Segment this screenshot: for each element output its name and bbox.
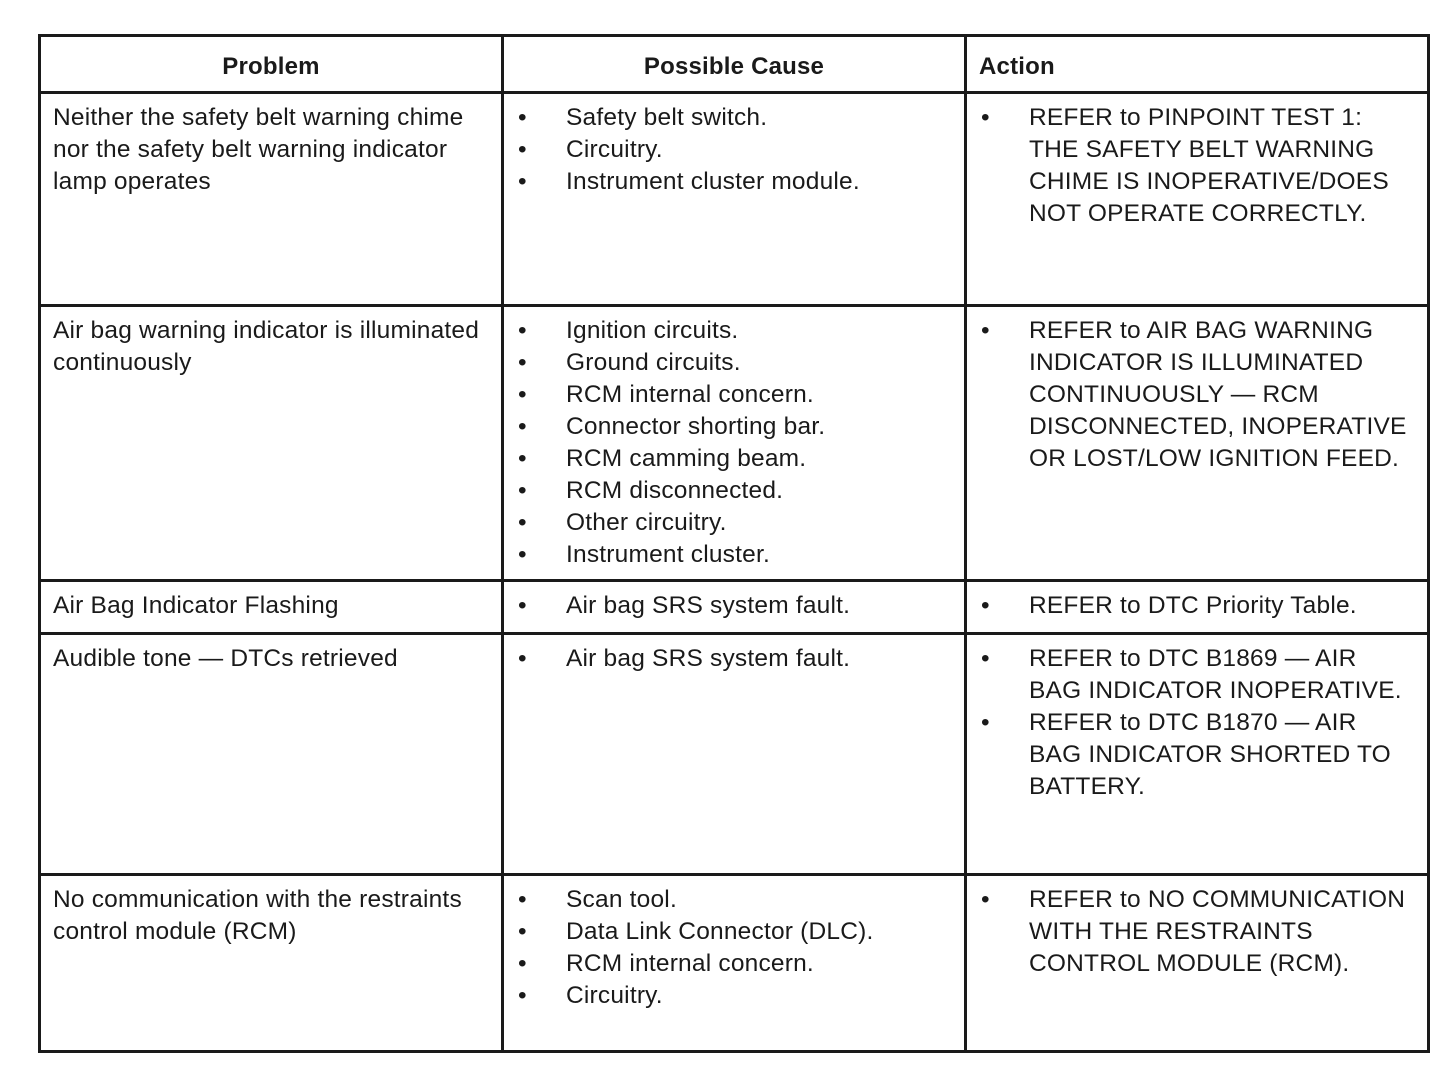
bullet-icon: • (981, 645, 990, 672)
problem-text: Audible tone — DTCs retrieved (53, 645, 398, 672)
bullet-icon: • (981, 104, 990, 131)
table-row (40, 93, 1429, 306)
action-cell (966, 581, 1429, 634)
bullet-icon: • (981, 592, 990, 619)
action-item: • REFER to DTC B1870 — AIR BAG INDICATOR SHORTED TO BATTERY. (981, 709, 1391, 800)
problem-text: Neither the safety belt warning chime nor the safety belt warning indicator lamp operates (53, 104, 464, 195)
bullet-icon: • (518, 317, 527, 344)
bullet-icon: • (518, 477, 527, 504)
bullet-icon: • (518, 381, 527, 408)
bullet-icon: • (981, 709, 990, 736)
cause-list (516, 643, 952, 675)
action-cell (966, 93, 1429, 306)
bullet-icon: • (518, 349, 527, 376)
header-problem: Problem (40, 36, 503, 93)
action-item: • REFER to DTC B1869 — AIR BAG INDICATOR INOPERATIVE. (981, 645, 1402, 704)
bullet-icon: • (518, 509, 527, 536)
bullet-icon: • (518, 645, 527, 672)
cause-item: • RCM internal concern. (516, 379, 952, 411)
action-list (979, 643, 1415, 803)
cause-list (516, 884, 952, 1012)
cause-cell (503, 93, 966, 306)
action-list (979, 590, 1415, 622)
bullet-icon: • (518, 950, 527, 977)
action-item: • REFER to NO COMMUNICATION WITH THE RESTRAINTS CONTROL MODULE (RCM). (981, 886, 1406, 977)
cause-cell (503, 581, 966, 634)
bullet-icon: • (518, 136, 527, 163)
cause-item: • RCM camming beam. (516, 443, 952, 475)
cause-item: • Data Link Connector (DLC). (516, 916, 952, 948)
bullet-icon: • (518, 413, 527, 440)
cause-item: • Other circuitry. (516, 507, 952, 539)
cause-item: • Circuitry. (516, 134, 952, 166)
table-row (40, 875, 1429, 1052)
problem-text: Air bag warning indicator is illuminated continuously (53, 317, 480, 376)
bullet-icon: • (518, 982, 527, 1009)
cause-item: • Instrument cluster. (516, 539, 952, 571)
problem-cell (40, 875, 503, 1052)
bullet-icon: • (981, 886, 990, 913)
cause-item: • Air bag SRS system fault. (516, 643, 952, 675)
table-row (40, 634, 1429, 875)
cause-item: • Circuitry. (516, 980, 952, 1012)
table-row (40, 306, 1429, 581)
header-action: Action (966, 36, 1429, 93)
cause-item: • Connector shorting bar. (516, 411, 952, 443)
cause-item: • Ignition circuits. (516, 315, 952, 347)
bullet-icon: • (981, 317, 990, 344)
table-row (40, 581, 1429, 634)
action-item: • REFER to PINPOINT TEST 1: THE SAFETY BELT WARNING CHIME IS INOPERATIVE/DOES NOT OPERATE CORRECTLY. (981, 104, 1389, 227)
bullet-icon: • (518, 886, 527, 913)
cause-item: • Safety belt switch. (516, 102, 952, 134)
action-list (979, 315, 1415, 475)
cause-list (516, 102, 952, 198)
cause-list (516, 315, 952, 571)
cause-item: • Ground circuits. (516, 347, 952, 379)
problem-text: Air Bag Indicator Flashing (53, 592, 339, 619)
cause-item: • RCM disconnected. (516, 475, 952, 507)
action-cell (966, 634, 1429, 875)
cause-item: • Instrument cluster module. (516, 166, 952, 198)
problem-cell (40, 306, 503, 581)
bullet-icon: • (518, 592, 527, 619)
problem-text: No communication with the restraints control module (RCM) (53, 886, 462, 945)
symptom-chart-table (38, 34, 1430, 1053)
bullet-icon: • (518, 168, 527, 195)
bullet-icon: • (518, 541, 527, 568)
cause-item: • RCM internal concern. (516, 948, 952, 980)
cause-cell (503, 306, 966, 581)
action-item: • REFER to AIR BAG WARNING INDICATOR IS ILLUMINATED CONTINUOUSLY — RCM DISCONNECTED, INOPERATIVE OR LOST/LOW IGNITION FEED. (981, 317, 1407, 472)
diagnosis-table-container (38, 34, 1427, 1053)
header-possible-cause: Possible Cause (503, 36, 966, 93)
bullet-icon: • (518, 104, 527, 131)
action-cell (966, 875, 1429, 1052)
cause-item: • Air bag SRS system fault. (516, 590, 952, 622)
bullet-icon: • (518, 918, 527, 945)
header-row (40, 36, 1429, 93)
problem-cell (40, 581, 503, 634)
bullet-icon: • (518, 445, 527, 472)
action-cell (966, 306, 1429, 581)
cause-cell (503, 875, 966, 1052)
action-list (979, 102, 1415, 230)
action-item: • REFER to DTC Priority Table. (979, 590, 1415, 622)
problem-cell (40, 634, 503, 875)
cause-cell (503, 634, 966, 875)
cause-item: • Scan tool. (516, 884, 952, 916)
cause-list (516, 590, 952, 622)
action-list (979, 884, 1415, 980)
problem-cell (40, 93, 503, 306)
